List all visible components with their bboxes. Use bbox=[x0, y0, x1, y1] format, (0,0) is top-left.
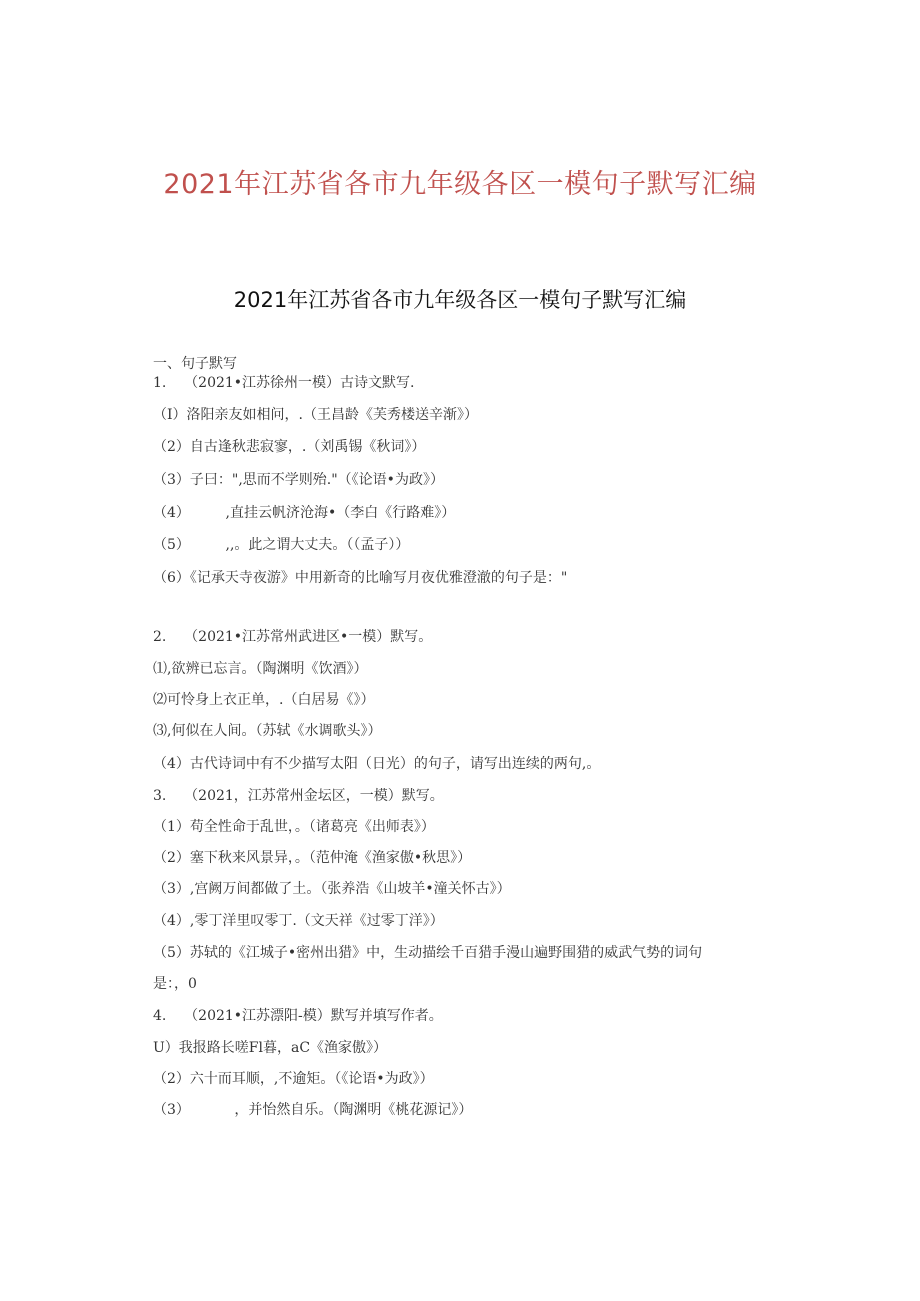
question-3-item-2: （2）塞下秋来风景异，。（范仲淹《渔家傲•秋思》） bbox=[153, 850, 472, 866]
question-1-item-1: （I）洛阳亲友如相问，.（王昌龄《芙秀楼送辛渐》） bbox=[153, 407, 478, 423]
question-2-item-2: ⑵可怜身上衣正单，.（白居易《》） bbox=[153, 692, 375, 708]
question-1-item-5: （5） ,,。此之谓大丈夫。（（孟子）） bbox=[153, 537, 410, 553]
question-3-item-3: （3）,宫阙万间都做了土。（张养浩《山坡羊•潼关怀古》） bbox=[153, 881, 511, 897]
question-1-item-6: （6）《记承天寺夜游》中用新奇的比喻写月夜优雅澄澈的句子是：" bbox=[153, 570, 568, 586]
question-3-item-1: （1）苟全性命于乱世，。（诸葛亮《出师表》） bbox=[153, 819, 435, 835]
question-4-item-1: U）我报路长嗟Fl暮，aC《渔家傲》） bbox=[153, 1040, 388, 1056]
question-1-item-3: （3）子曰：",思而不学则殆."（《论语•为政》） bbox=[153, 472, 444, 488]
question-1-item-2: （2）自古逢秋悲寂寥，.（刘禹锡《秋词》） bbox=[153, 439, 426, 455]
question-2-heading: 2. （2021•江苏常州武进区•一模）默写。 bbox=[153, 629, 433, 645]
document-header-title: 2021年江苏省各市九年级各区一模句子默写汇编 bbox=[163, 169, 757, 200]
question-3-item-5: （5）苏轼的《江城子•密州出猎》中，生动描绘千百猎手漫山遍野围猎的威武气势的词句 bbox=[153, 945, 703, 961]
question-4-item-3: （3） ，并怡然自乐。（陶渊明《桃花源记》） bbox=[153, 1102, 473, 1118]
section-heading: 一、句子默写 bbox=[153, 356, 237, 372]
question-3-heading: 3. （2021，江苏常州金坛区，一模）默写。 bbox=[153, 788, 444, 804]
question-3-item-5-continued: 是：，0 bbox=[153, 976, 197, 992]
question-2-item-1: ⑴,欲辨已忘言。（陶渊明《饮酒》） bbox=[153, 661, 368, 677]
question-1-heading: 1. （2021•江苏徐州一模）古诗文默写. bbox=[153, 375, 415, 391]
question-2-item-4: （4）古代诗词中有不少描写太阳（日光）的句子，请写出连续的两句,。 bbox=[153, 756, 601, 772]
question-1-item-4: （4） ,直挂云帆济沧海•（李白《行路难》） bbox=[153, 505, 456, 521]
question-4-item-2: （2）六十而耳顺，,不逾矩。（《论语•为政》） bbox=[153, 1071, 434, 1087]
question-4-heading: 4. （2021•江苏漂阳-模）默写并填写作者。 bbox=[153, 1008, 443, 1024]
question-3-item-4: （4）,零丁洋里叹零丁.（文天祥《过零丁洋》） bbox=[153, 913, 444, 929]
document-title: 2021年江苏省各市九年级各区一模句子默写汇编 bbox=[233, 288, 687, 312]
question-2-item-3: ⑶,何似在人间。（苏轼《水调歌头》） bbox=[153, 723, 382, 739]
